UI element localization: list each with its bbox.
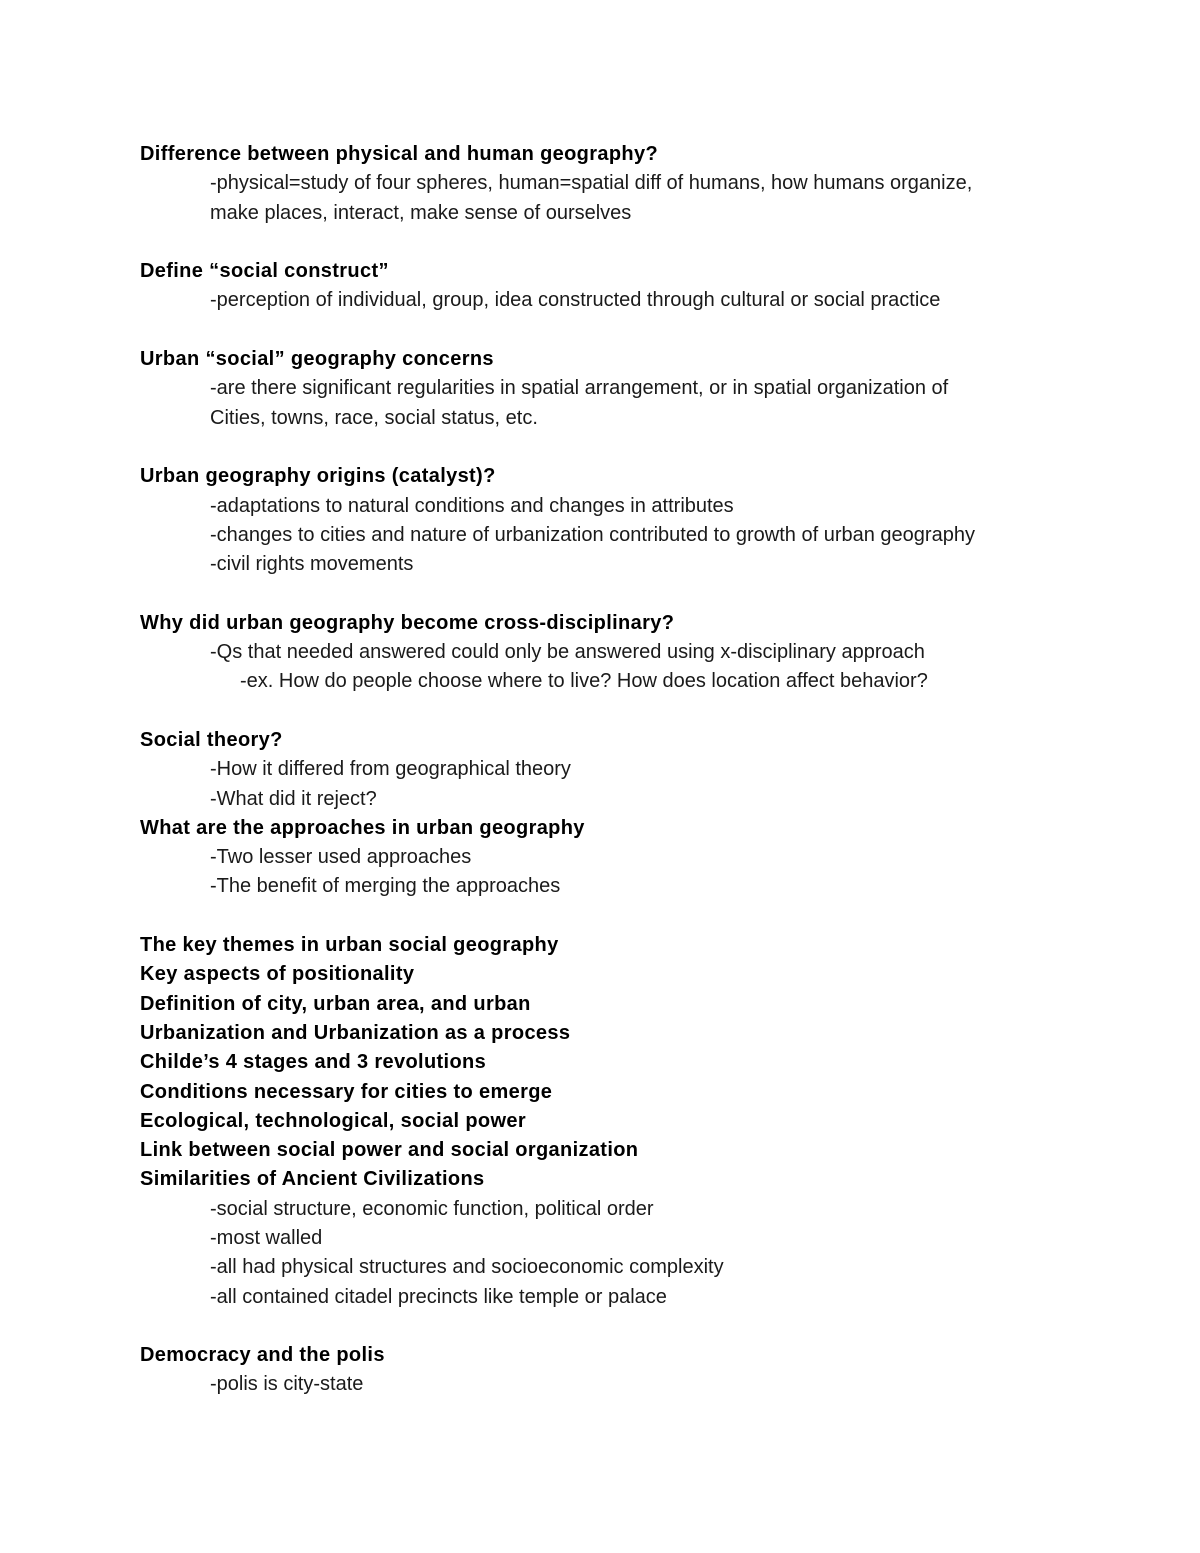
question-heading: Social theory? (140, 728, 283, 751)
question-heading: Define “social construct” (140, 260, 389, 283)
question-heading: Childe’s 4 stages and 3 revolutions (140, 1051, 487, 1074)
answer-line: -polis is city-state (210, 1373, 364, 1396)
question-heading: Link between social power and social organization (140, 1139, 639, 1162)
blank-line (140, 902, 1060, 931)
blank-line (140, 579, 1060, 608)
answer-line: -Qs that needed answered could only be answered using x-disciplinary approach (210, 641, 925, 664)
question-heading: Urban geography origins (catalyst)? (140, 465, 496, 488)
answer-line: -The benefit of merging the approaches (210, 875, 561, 898)
blank-line (140, 316, 1060, 345)
question-heading: Key aspects of positionality (140, 963, 415, 986)
answer-line: -are there significant regularities in spatial arrangement, or in spatial organization of (210, 377, 949, 400)
answer-line: -How it differed from geographical theory (210, 758, 571, 781)
answer-line: -all contained citadel precincts like temple or palace (210, 1285, 667, 1308)
question-heading: Why did urban geography become cross-disciplinary? (140, 611, 675, 634)
question-heading: Difference between physical and human geography? (140, 143, 659, 165)
question-heading: Urban “social” geography concerns (140, 348, 494, 371)
question-heading: What are the approaches in urban geography (140, 816, 585, 839)
answer-line: -physical=study of four spheres, human=spatial diff of humans, how humans organize, (210, 172, 973, 195)
question-heading: Ecological, technological, social power (140, 1109, 526, 1132)
answer-line: -adaptations to natural conditions and changes in attributes (210, 494, 734, 517)
study-notes (140, 140, 1060, 1400)
blank-line (140, 228, 1060, 257)
answer-line: -most walled (210, 1226, 323, 1249)
blank-line (140, 433, 1060, 462)
question-heading: Democracy and the polis (140, 1344, 385, 1367)
question-heading: The key themes in urban social geography (140, 934, 559, 957)
question-heading: Definition of city, urban area, and urban (140, 992, 531, 1015)
answer-line: -all had physical structures and socioeconomic complexity (210, 1256, 724, 1279)
answer-line: -civil rights movements (210, 553, 414, 576)
answer-line: -Two lesser used approaches (210, 846, 472, 869)
blank-line (140, 1312, 1060, 1341)
question-heading: Similarities of Ancient Civilizations (140, 1168, 485, 1191)
answer-line: -changes to cities and nature of urbanization contributed to growth of urban geography (210, 523, 975, 546)
sub-answer-line: -ex. How do people choose where to live? How does location affect behavior? (240, 670, 928, 693)
answer-line: -perception of individual, group, idea constructed through cultural or social practice (210, 289, 941, 312)
blank-line (140, 697, 1060, 726)
answer-line: Cities, towns, race, social status, etc. (210, 406, 538, 429)
question-heading: Conditions necessary for cities to emerge (140, 1080, 553, 1103)
answer-line: -social structure, economic function, political order (210, 1197, 654, 1220)
answer-line: make places, interact, make sense of ourselves (210, 201, 632, 224)
answer-line: -What did it reject? (210, 787, 377, 810)
question-heading: Urbanization and Urbanization as a process (140, 1021, 571, 1044)
